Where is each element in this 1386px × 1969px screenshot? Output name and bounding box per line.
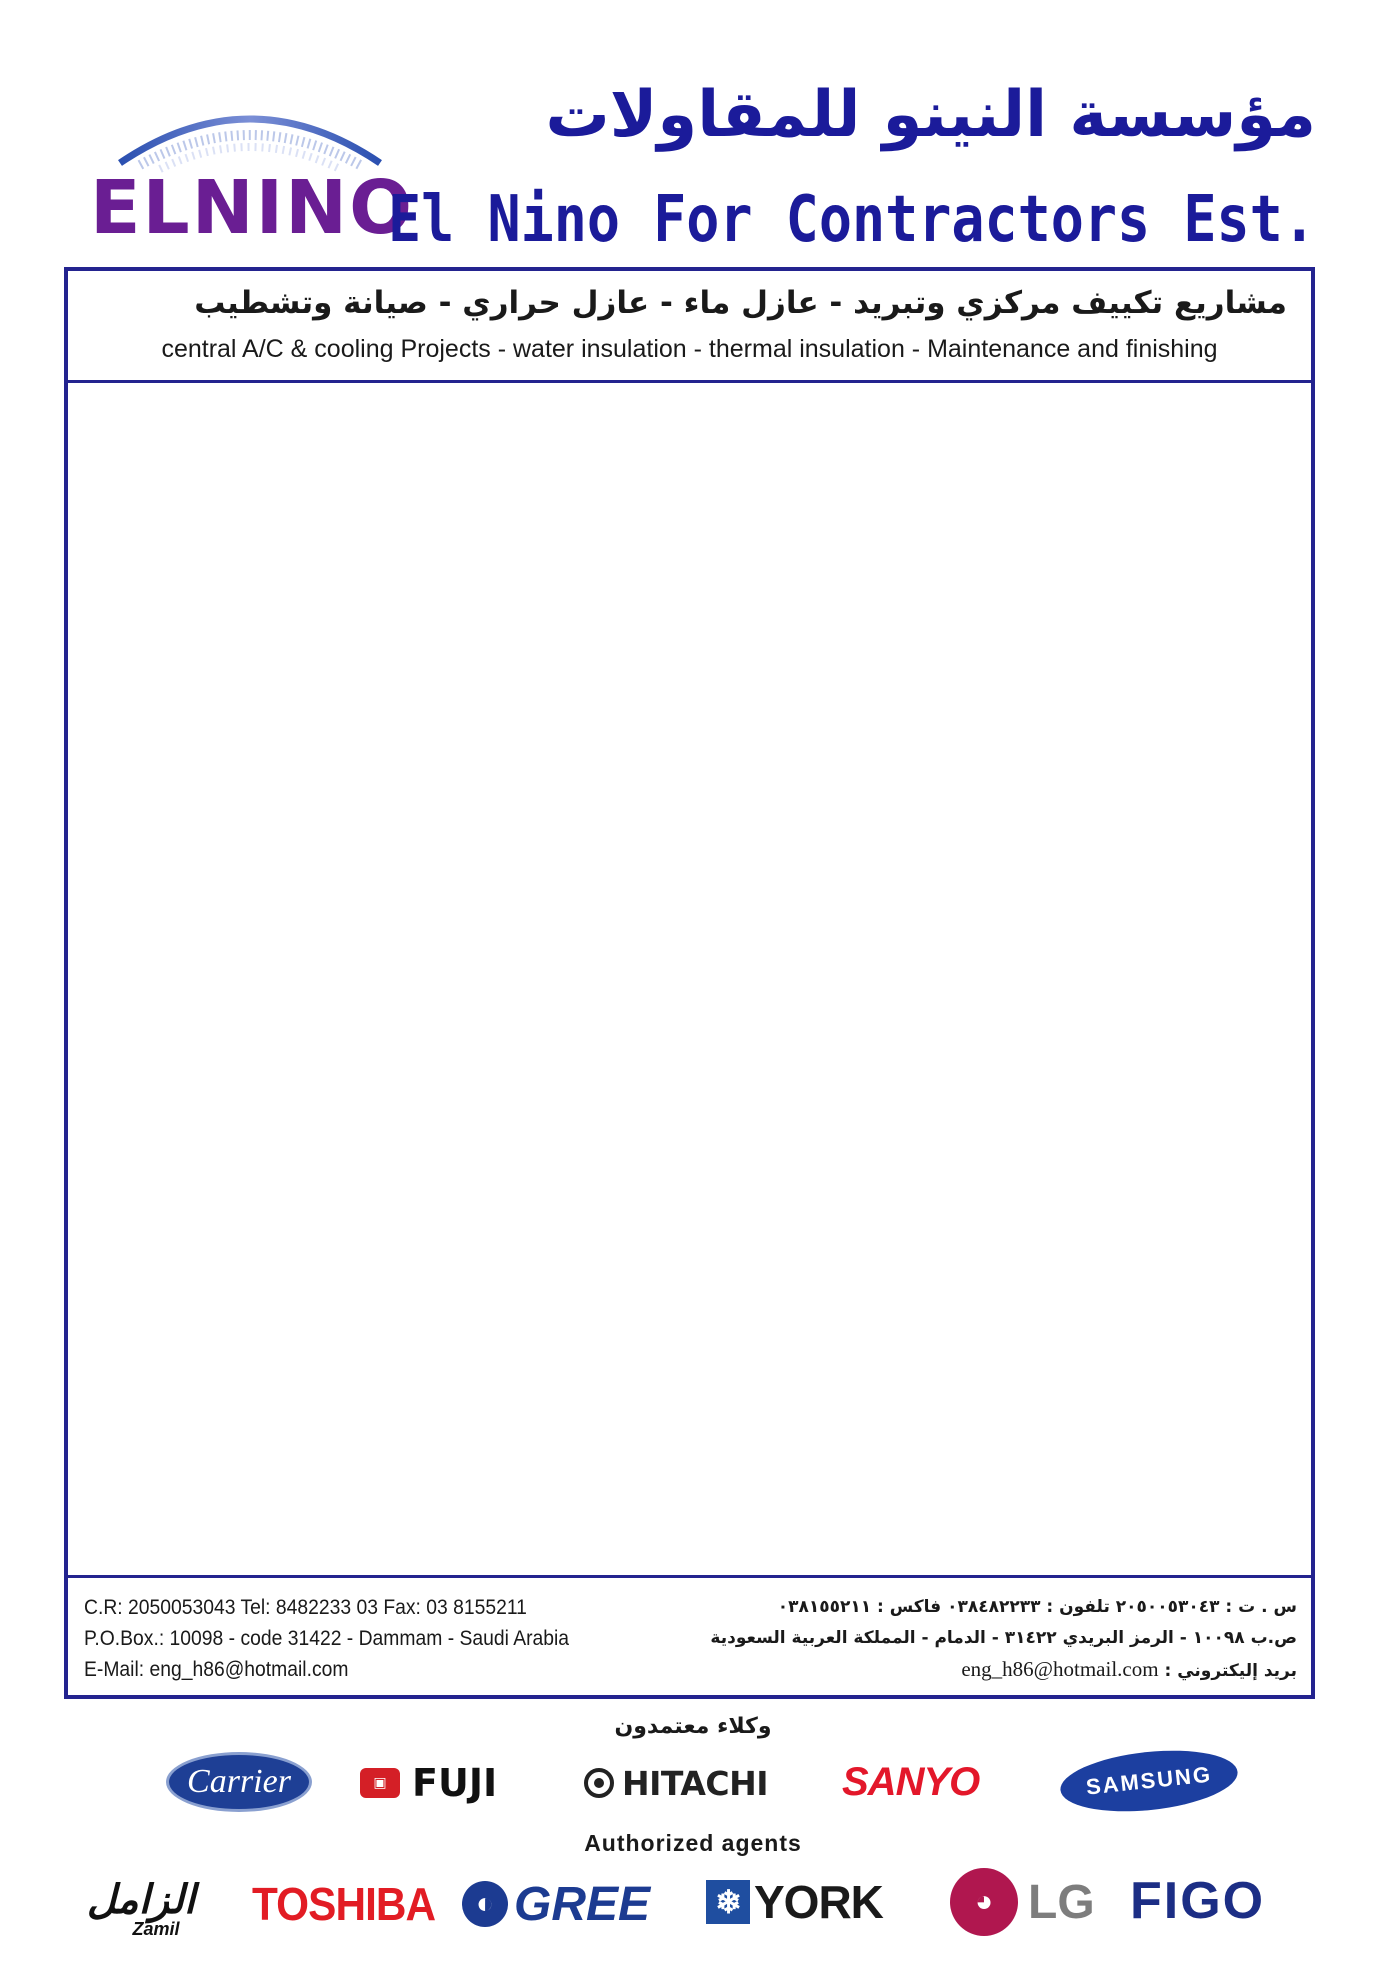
company-logo (80, 85, 415, 251)
fuji-wordmark: FUJI (412, 1761, 498, 1805)
toshiba-wordmark: TOSHIBA (251, 1878, 436, 1930)
contact-email-ar (710, 1654, 1297, 1687)
contact-cr-tel-fax: C.R: 2050053043 Tel: 8482233 03 Fax: 03 8155211 (84, 1596, 527, 1619)
york-wordmark: YORK (754, 1876, 883, 1928)
contact-po-box: P.O.Box.: 10098 - code 31422 - Dammam - Saudi Arabia (84, 1627, 570, 1650)
company-name-english: El Nino For Contractors Est. (388, 183, 1316, 257)
email-address-ar: eng_h86@hotmail.com (961, 1657, 1159, 1681)
services-banner (68, 271, 1311, 383)
letterhead-frame (64, 267, 1315, 1699)
york-snowflake-icon: ❄ (706, 1880, 750, 1924)
agents-heading-english: Authorized agents (584, 1830, 802, 1856)
contact-po-box-ar: ص.ب ١٠٠٩٨ - الرمز البريدي ٣١٤٢٢ - الدمام - المملكة العربية السعودية (710, 1628, 1297, 1648)
fuji-logo (360, 1760, 497, 1806)
contact-footer (68, 1575, 1311, 1695)
contact-arabic (710, 1592, 1297, 1687)
gree-wordmark: GREE (514, 1877, 651, 1931)
york-logo (706, 1872, 883, 1932)
lg-wordmark: LG (1028, 1875, 1095, 1929)
services-arabic: مشاريع تكييف مركزي وتبريد - عازل ماء - عازل حراري - صيانة وتشطيب (194, 285, 1287, 321)
figo-wordmark: FIGO (1130, 1872, 1266, 1930)
samsung-logo (1057, 1743, 1240, 1819)
figo-logo (1130, 1866, 1265, 1936)
zamil-wordmark-english: Zamil (132, 1918, 180, 1939)
hitachi-logo (584, 1760, 768, 1806)
sanyo-wordmark: SANYO (842, 1759, 980, 1804)
gree-emblem-icon: ◐ (462, 1881, 508, 1927)
hitachi-wordmark: HITACHI (622, 1763, 768, 1803)
email-label-ar: بريد إليكتروني : (1164, 1661, 1297, 1681)
toshiba-logo (252, 1874, 435, 1934)
agents-heading-arabic: وكلاء معتمدون (614, 1714, 772, 1739)
letter-body-area (68, 383, 1311, 1579)
samsung-wordmark: SAMSUNG (1084, 1761, 1214, 1800)
contact-email: E-Mail: eng_h86@hotmail.com (84, 1658, 349, 1681)
hitachi-emblem-icon (584, 1768, 614, 1798)
logo-wordmark: ELNINO (90, 165, 415, 251)
fuji-emblem-icon: ▣ (360, 1768, 400, 1798)
sanyo-logo (842, 1756, 979, 1808)
contact-english (84, 1592, 569, 1685)
zamil-wordmark-arabic: الزامل (86, 1876, 196, 1923)
contact-cr-tel-fax-ar: س . ت : ٢٠٥٠٠٥٣٠٤٣ تلفون : ٠٣٨٤٨٢٢٣٣ فاكس : ٠٣٨١٥٥٢١١ (777, 1597, 1297, 1617)
gree-logo (462, 1874, 650, 1934)
services-english: central A/C & cooling Projects - water insulation - thermal insulation - Maintenance and finishing (161, 335, 1218, 363)
zamil-logo (66, 1862, 216, 1954)
carrier-wordmark: Carrier (187, 1763, 291, 1800)
lg-face-icon: ◕ (950, 1868, 1018, 1936)
carrier-logo (166, 1752, 312, 1812)
lg-logo (950, 1864, 1095, 1940)
company-name-arabic: مؤسسة النينو للمقاولات (545, 78, 1316, 152)
